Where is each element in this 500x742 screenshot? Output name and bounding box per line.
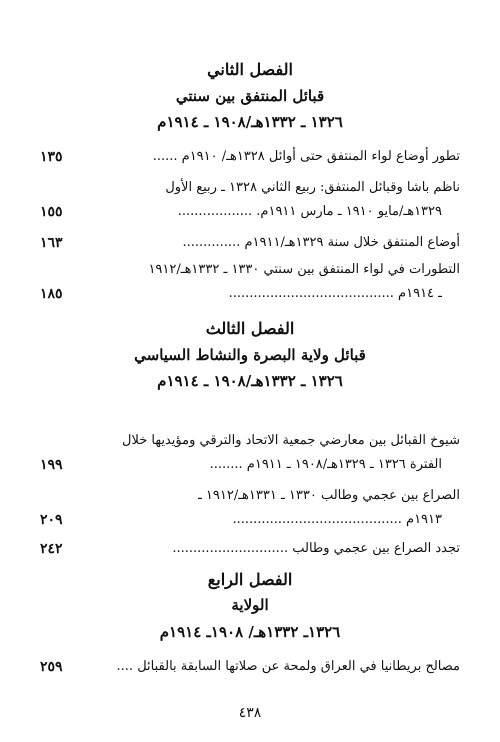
entry-line: ١٣٢٩هـ/مايو ١٩١٠ ـ مارس ١٩١١م. ..................: [177, 204, 442, 219]
entry-page-number: ٢٠٩: [40, 512, 63, 528]
entry-page-number: ١٦٣: [40, 235, 63, 251]
entry-page-number: ٢٤٢: [40, 541, 63, 557]
entry-page-number: ١٩٩: [40, 457, 63, 473]
toc-entry[interactable]: [40, 537, 460, 561]
chapter-3-range: ١٣٢٦ ـ ١٣٣٢هـ/١٩٠٨ ـ ١٩١٤م: [157, 372, 343, 390]
toc-entry[interactable]: [40, 655, 460, 679]
entry-line: الفترة ١٣٢٦ ـ ١٣٢٩هـ/١٩٠٨ ـ ١٩١١م ........: [209, 457, 442, 472]
entry-page-number: ٢٥٩: [40, 659, 63, 675]
entry-line: الصراع بين عجمي وطالب ١٣٣٠ ـ ١٣٣١هـ/١٩١٢ ـ: [197, 488, 460, 503]
toc-entry[interactable]: [40, 176, 460, 224]
entry-page-number: ١٣٥: [40, 149, 63, 165]
entry-line: مصالح بريطانيا في العراق ولمحة عن صلاتها السابقة بالقبائل ....: [116, 659, 460, 674]
chapter-4-title: الفصل الرابع: [207, 570, 293, 589]
toc-entry[interactable]: [40, 258, 460, 306]
entry-line: التطورات في لواء المنتفق بين سنتي ١٣٣٠ ـ ١٣٣٢هـ/١٩١٢: [148, 262, 460, 277]
chapter-2-title: الفصل الثاني: [207, 60, 293, 79]
entry-line: أوضاع المنتفق خلال سنة ١٣٢٩هـ/١٩١١م ..............: [182, 235, 460, 250]
entry-line: تطور أوضاع لواء المنتفق حتى أوائل ١٣٢٨هـ/ ١٩١٠م ......: [152, 149, 460, 164]
entry-line: ناظم باشا وقبائل المنتفق: ربيع الثاني ١٣٢٨ ـ ربيع الأول: [165, 180, 460, 195]
chapter-4-range: ١٣٢٦ـ ١٣٣٢هـ/ ١٩٠٨ـ ١٩١٤م: [159, 623, 341, 641]
chapter-2-subtitle: قبائل المنتفق بين سنتي: [175, 87, 325, 105]
entry-page-number: ١٨٥: [40, 286, 63, 302]
toc-entry[interactable]: [40, 231, 460, 255]
chapter-4-subtitle: الولاية: [231, 596, 269, 614]
entry-page-number: ١٥٥: [40, 204, 63, 220]
entry-line: ١٩١٣م .........................................: [232, 512, 442, 527]
chapter-2-range: ١٣٢٦ ـ ١٣٣٢هـ/١٩٠٨ ـ ١٩١٤م: [157, 113, 343, 131]
chapter-3-subtitle: قبائل ولاية البصرة والنشاط السياسي: [134, 346, 366, 364]
page-number-footer: ٤٣٨: [238, 705, 262, 721]
toc-entry[interactable]: [40, 145, 460, 169]
entry-line: شيوخ القبائل بين معارضي جمعية الاتحاد والترقي ومؤيديها خلال: [122, 433, 460, 448]
toc-entry[interactable]: [40, 429, 460, 477]
entry-line: تجدد الصراع بين عجمي وطالب ............................: [172, 541, 460, 556]
toc-entry[interactable]: [40, 484, 460, 532]
entry-line: ـ ١٩١٤م ........................................: [228, 286, 442, 301]
chapter-3-title: الفصل الثالث: [205, 319, 295, 338]
